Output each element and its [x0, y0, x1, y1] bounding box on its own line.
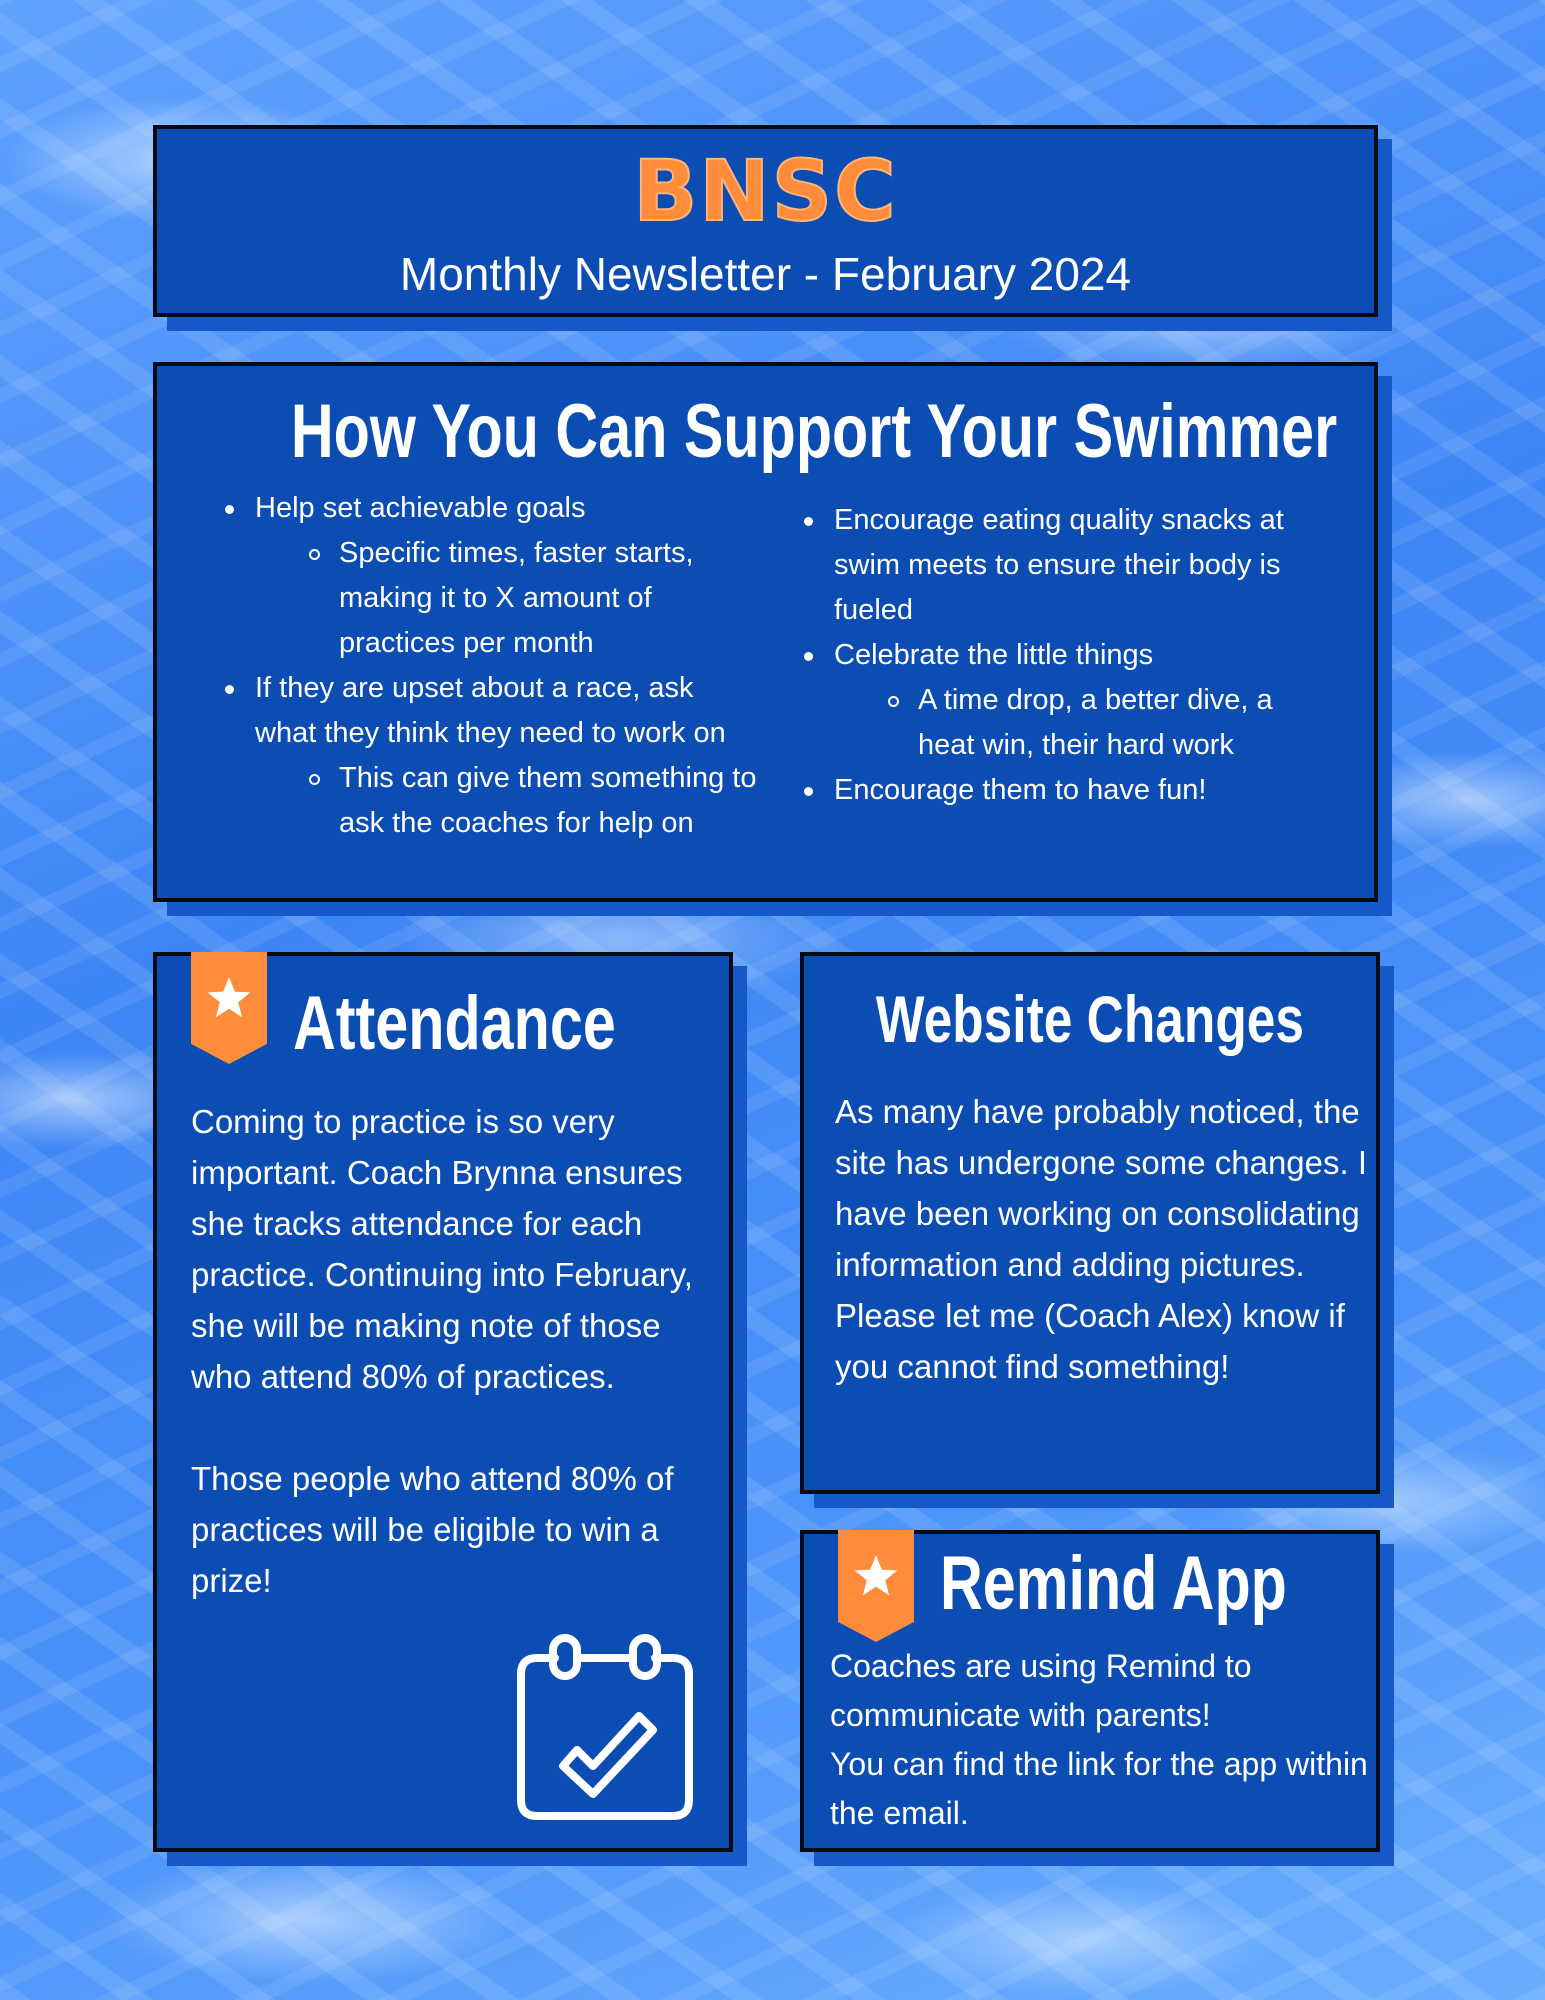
attendance-body	[191, 1096, 711, 1606]
list-item: ask the coaches for help on	[339, 807, 694, 839]
list-item: Encourage eating quality snacks at	[776, 498, 1366, 543]
star-icon	[205, 974, 253, 1022]
remind-paragraph: You can find the link for the app within the email.	[830, 1746, 1368, 1831]
list-item: making it to X amount of	[339, 582, 652, 614]
support-right-list	[776, 498, 1366, 813]
remind-app-section	[800, 1530, 1380, 1852]
calendar-check-icon	[515, 1632, 695, 1822]
website-body	[835, 1086, 1375, 1392]
list-item: A time drop, a better dive, a	[776, 678, 1366, 723]
list-item: Celebrate the little things	[776, 633, 1366, 678]
website-changes-section	[800, 952, 1380, 1494]
list-item: Specific times, faster starts,	[197, 531, 937, 576]
attendance-title: Attendance	[293, 981, 616, 1066]
list-item: Help set achievable goals	[197, 486, 937, 531]
attendance-paragraph: Those people who attend 80% of practices will be eligible to win a prize!	[191, 1460, 674, 1599]
list-item: what they think they need to work on	[255, 717, 726, 749]
website-paragraph: As many have probably noticed, the site has undergone some changes. I have been working on consolidating information and adding pictures.	[835, 1093, 1368, 1283]
list-item: This can give them something to	[197, 756, 937, 801]
list-item: swim meets to ensure their body is	[834, 549, 1281, 581]
remind-body	[830, 1642, 1370, 1838]
list-item: heat win, their hard work	[918, 729, 1234, 761]
support-section	[153, 362, 1378, 902]
website-title: Website Changes	[875, 982, 1305, 1056]
ribbon-badge	[838, 1530, 914, 1642]
remind-paragraph: Coaches are using Remind to communicate with parents!	[830, 1648, 1252, 1733]
newsletter-header	[153, 125, 1378, 317]
website-paragraph: Please let me (Coach Alex) know if you cannot find something!	[835, 1297, 1345, 1385]
star-icon	[852, 1552, 900, 1600]
attendance-section	[153, 952, 733, 1852]
newsletter-subtitle: Monthly Newsletter - February 2024	[399, 248, 1132, 300]
list-item: If they are upset about a race, ask	[197, 666, 937, 711]
brand-title: BNSC	[633, 142, 898, 240]
list-item: practices per month	[339, 627, 594, 659]
support-title: How You Can Support Your Swimmer	[290, 389, 1338, 474]
ribbon-badge	[191, 952, 267, 1064]
support-right-column	[776, 498, 1366, 813]
list-item: fueled	[834, 594, 914, 626]
list-item: Encourage them to have fun!	[776, 768, 1366, 813]
attendance-paragraph: Coming to practice is so very important. Coach Brynna ensures she tracks attendance for each practice. Continuing into February, she will be making note of those who attend 80% of practices.	[191, 1103, 693, 1395]
remind-title: Remind App	[940, 1541, 1287, 1626]
